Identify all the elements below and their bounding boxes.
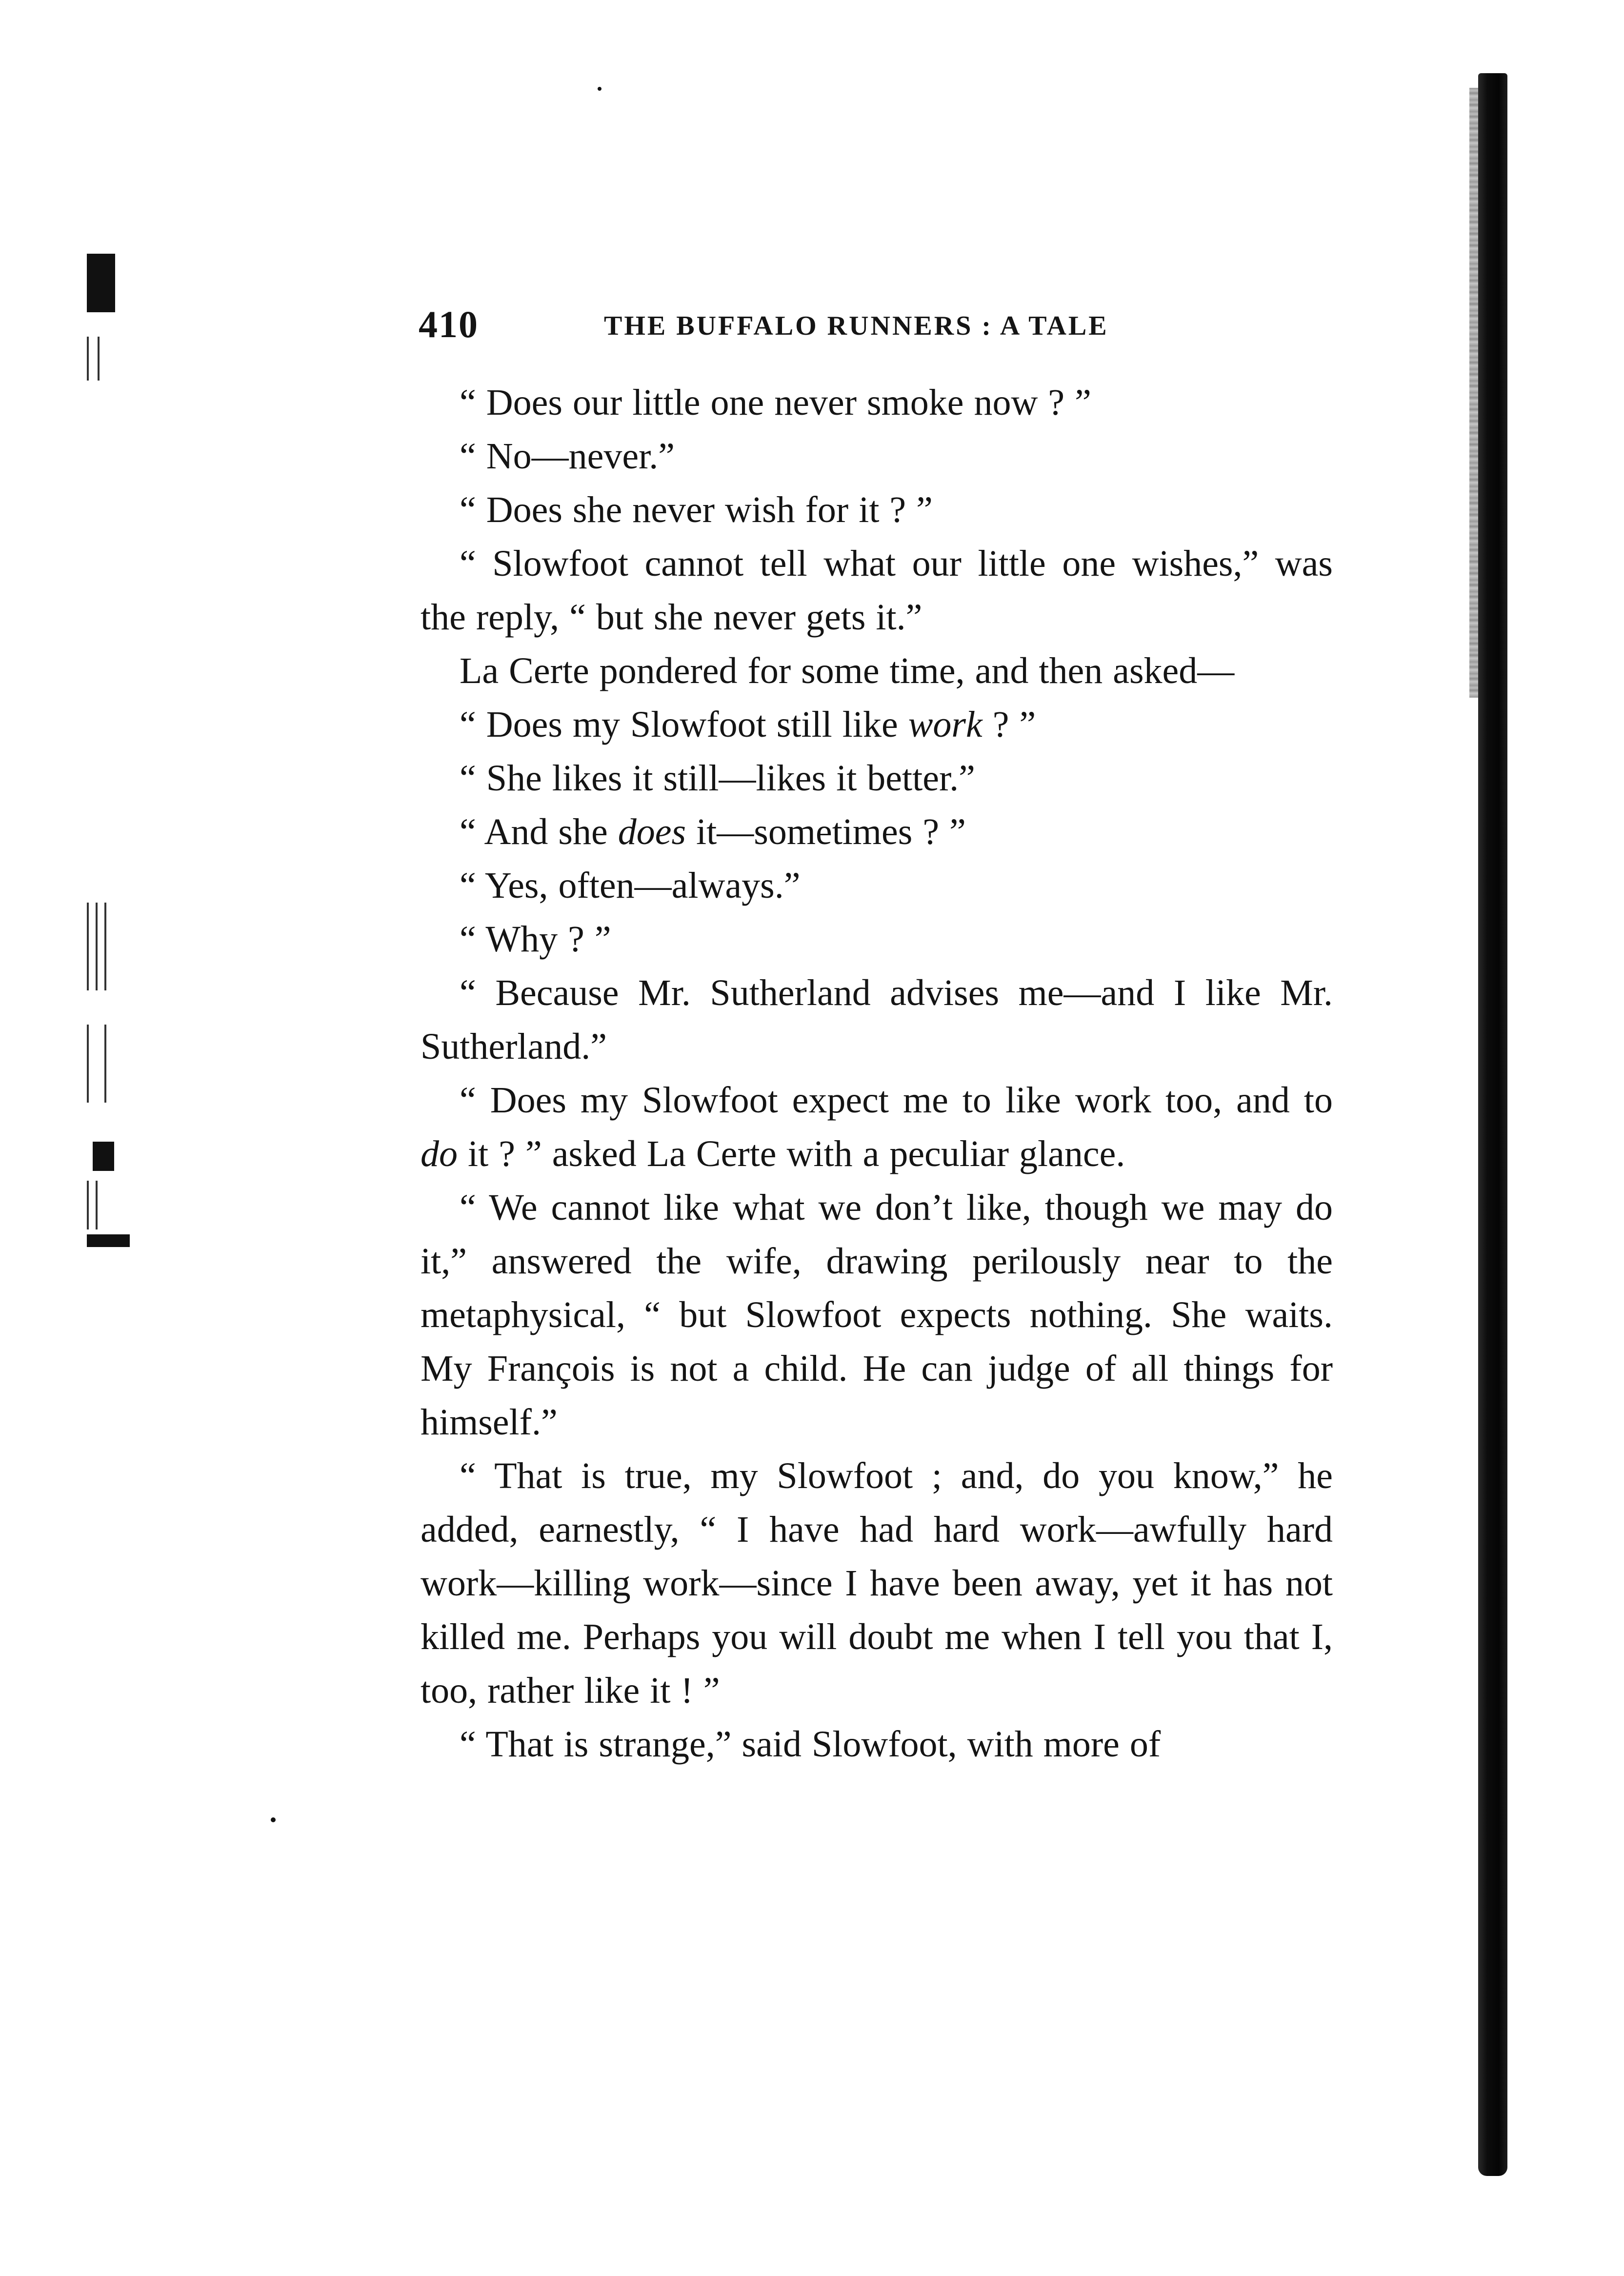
page-number: 410 — [419, 303, 479, 345]
paragraph: “ Yes, often—always.” — [460, 865, 801, 906]
scan-artifact-bar — [87, 254, 115, 312]
italic-text: does — [618, 811, 686, 852]
scan-artifact-line — [104, 903, 106, 990]
body-text — [421, 376, 1333, 1771]
text-run: “ Does my Slowfoot still like — [460, 704, 908, 745]
text-run: “ And she — [460, 811, 618, 852]
scan-artifact-line — [96, 903, 98, 990]
paragraph: “ She likes it still—likes it better.” — [460, 758, 975, 799]
paragraph: “ No—never.” — [460, 436, 675, 477]
paragraph: “ Why ? ” — [460, 919, 611, 960]
scan-artifact-bar — [93, 1142, 114, 1171]
scan-artifact-bar — [87, 1234, 130, 1247]
text-run: ? ” — [982, 704, 1036, 745]
paragraph: “ Does our little one never smoke now ? ” — [460, 382, 1091, 423]
page-header — [419, 302, 1336, 346]
paragraph — [421, 805, 1333, 859]
paragraph: La Certe pondered for some time, and then asked— — [460, 650, 1235, 691]
text-run: it—sometimes ? ” — [686, 811, 966, 852]
scan-artifact-dot — [598, 87, 601, 91]
scan-artifact-line — [87, 1025, 89, 1103]
paragraph: “ We cannot like what we don’t like, though we may do it,” answered the wife, drawing perilously near to the metaphysical, “ but Slowfoot expects nothing. She waits. My François is not a child. He can judge of all things for himself.” — [421, 1187, 1333, 1443]
scan-artifact-line — [96, 1181, 98, 1229]
running-head: THE BUFFALO RUNNERS : A TALE — [604, 311, 1109, 341]
scan-artifact-line — [87, 337, 89, 381]
italic-text: do — [421, 1133, 458, 1174]
scan-artifact-line — [87, 1181, 89, 1229]
paragraph — [421, 1073, 1333, 1181]
paragraph: “ That is true, my Slowfoot ; and, do you know,” he added, earnestly, “ I have had hard work—awfully hard work—killing work—since I have been away, yet it has not killed me. Perhaps you will doubt me when I tell you that I, too, rather like it ! ” — [421, 1455, 1333, 1711]
paragraph: “ Because Mr. Sutherland advises me—and I like Mr. Sutherland.” — [421, 972, 1333, 1067]
book-binding — [1478, 73, 1507, 2176]
paragraph — [421, 698, 1333, 751]
scan-artifact-dot — [271, 1817, 276, 1822]
scan-artifact-line — [98, 337, 100, 381]
text-run: it ? ” asked La Certe with a peculiar glance. — [458, 1133, 1125, 1174]
paragraph: “ Does she never wish for it ? ” — [460, 489, 933, 530]
text-run: “ Does my Slowfoot expect me to like work too, and to — [460, 1080, 1333, 1121]
paragraph: “ Slowfoot cannot tell what our little one wishes,” was the reply, “ but she never gets it.” — [421, 543, 1333, 638]
scan-artifact-line — [104, 1025, 106, 1103]
scan-artifact-line — [87, 903, 89, 990]
paragraph: “ That is strange,” said Slowfoot, with more of — [460, 1724, 1161, 1765]
italic-text: work — [908, 704, 982, 745]
